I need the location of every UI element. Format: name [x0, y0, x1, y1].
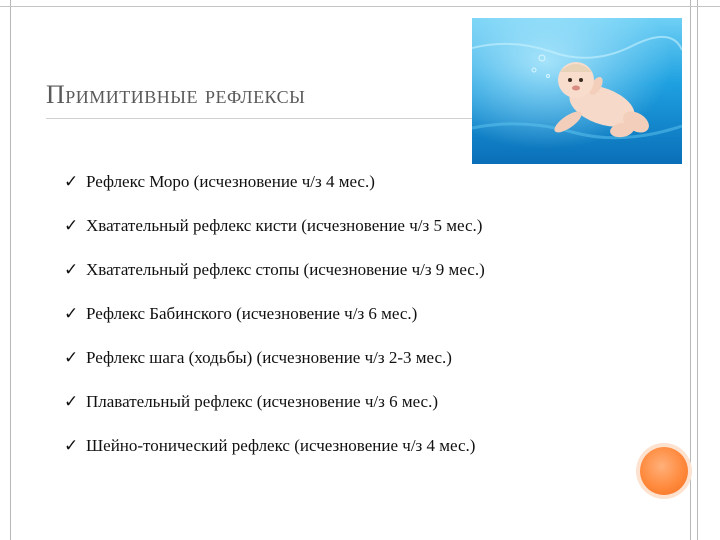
- checkmark-icon: ✓: [64, 172, 79, 192]
- list-item: [64, 160, 485, 204]
- frame-line-left: [10, 0, 11, 540]
- reflex-text: Рефлекс Бабинского (исчезновение ч/з 6 мес.): [86, 304, 418, 323]
- list-item: [64, 292, 485, 336]
- list-item: [64, 248, 485, 292]
- checkmark-icon: ✓: [64, 304, 79, 324]
- swimming-baby-illustration: [472, 18, 682, 164]
- list-item: [64, 380, 485, 424]
- reflex-text: Рефлекс Моро (исчезновение ч/з 4 мес.): [86, 172, 375, 191]
- list-item: [64, 204, 485, 248]
- reflex-list: [64, 160, 485, 468]
- checkmark-icon: ✓: [64, 216, 79, 236]
- list-item: [64, 424, 485, 468]
- reflex-text: Рефлекс шага (ходьбы) (исчезновение ч/з 2-3 мес.): [86, 348, 452, 367]
- frame-line-right-2: [697, 0, 698, 540]
- reflex-text: Хватательный рефлекс кисти (исчезновение ч/з 5 мес.): [86, 216, 483, 235]
- title-rule: [46, 118, 546, 119]
- reflex-text: Хватательный рефлекс стопы (исчезновение ч/з 9 мес.): [86, 260, 485, 279]
- list-item: [64, 336, 485, 380]
- reflex-text: Шейно-тонический рефлекс (исчезновение ч/з 4 мес.): [86, 436, 476, 455]
- checkmark-icon: ✓: [64, 436, 79, 456]
- frame-line-right-1: [690, 0, 691, 540]
- checkmark-icon: ✓: [64, 348, 79, 368]
- reflex-text: Плавательный рефлекс (исчезновение ч/з 6 мес.): [86, 392, 439, 411]
- decorative-orange-circle: [640, 447, 688, 495]
- swimming-baby-image: [472, 18, 682, 164]
- checkmark-icon: ✓: [64, 392, 79, 412]
- frame-line-top: [0, 6, 720, 7]
- slide-title: Примитивные рефлексы: [46, 80, 306, 109]
- checkmark-icon: ✓: [64, 260, 79, 280]
